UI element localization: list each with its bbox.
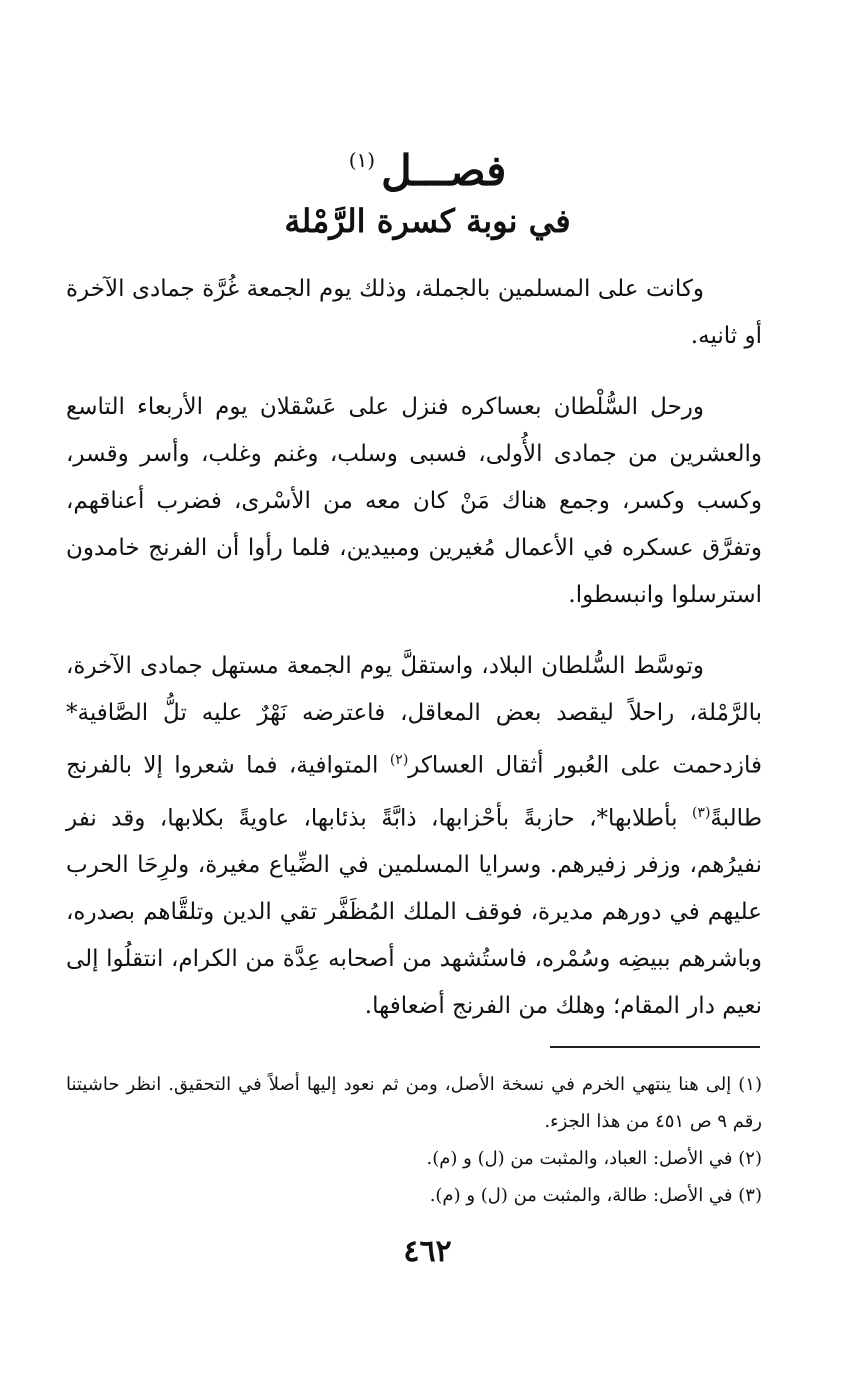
paragraph-3-part-2: فازدحمت على العُبور أثقال العساكر bbox=[408, 752, 762, 779]
footnote-marker-2: (٢) bbox=[389, 752, 409, 768]
footnote-3: (٣) في الأصل: طالة، والمثبت من (ل) و (م). bbox=[429, 1185, 762, 1206]
chapter-title: فصـــل bbox=[381, 146, 507, 195]
footnotes bbox=[66, 1066, 762, 1214]
paragraph-3-part-1: وتوسَّط السُّلطان البلاد، واستقلَّ يوم الجمعة مستهل جمادى الآخرة، بالرَّمْلة، راحلاً ليقصد بعض المعاقل، فاعترضه نَهْرٌ عليه تلُّ الصَّافية* bbox=[66, 653, 762, 726]
main-text bbox=[66, 266, 762, 1054]
paragraph-1: وكانت على المسلمين بالجملة، وذلك يوم الجمعة غُرَّة جمادى الآخرة أو ثانيه. bbox=[66, 276, 762, 349]
paragraph-2: ورحل السُّلْطان بعساكره فنزل على عَسْقلان يوم الأربعاء التاسع والعشرين من جمادى الأُولى، فسبى وسلب، وغنم وغلب، وأسر وقسر، وكسب وكسر، وجمع هناك مَنْ كان معه من الأسْرى، فضرب أعناقهم، وتفرَّق عسكره في الأعمال مُغيرين ومبيدين، فلما رأوا أن الفرنج خامدون استرسلوا وانبسطوا. bbox=[66, 394, 762, 608]
paragraph-3-part-4: بأطلابها*، حازبةً بأحْزابها، ذابَّةً بذئابها، عاويةً بكلابها، وقد نفر نفيرُهم، وزفر زفيرهم. وسرايا المسلمين في الضِّياع مغيرة، ولرِحَا الحرب عليهم في دورهم مديرة، فوقف الملك المُظَفَّر تقي الدين وتلقَّاهم بصدره، وباشرهم ببيضِه وسُمْره، فاستُشهد من أصحابه عِدَّة من الكرام، انتقلُوا إلى نعيم دار المقام؛ وهلك من الفرنج أضعافها. bbox=[66, 805, 762, 1020]
footnote-marker-1: (١) bbox=[348, 148, 376, 172]
chapter-heading bbox=[0, 132, 855, 199]
paragraph-3-part-3: المتوافية، فما شعروا إلا بالفرنج طالبةً bbox=[66, 752, 762, 832]
paragraph-3 bbox=[66, 643, 762, 1030]
footnote-2: (٢) في الأصل: العباد، والمثبت من (ل) و (م). bbox=[426, 1148, 762, 1169]
page-number: ٤٦٢ bbox=[403, 1234, 452, 1269]
chapter-subtitle: في نوبة كسرة الرَّمْلة bbox=[284, 202, 571, 240]
footnote-1: (١) إلى هنا ينتهي الخرم في نسخة الأصل، ومن ثم نعود إليها أصلاً في التحقيق. انظر حاشيتنا رقم ٩ ص ٤٥١ من هذا الجزء. bbox=[66, 1074, 762, 1132]
footnote-separator bbox=[550, 1046, 760, 1048]
footnote-marker-3: (٣) bbox=[691, 804, 711, 821]
